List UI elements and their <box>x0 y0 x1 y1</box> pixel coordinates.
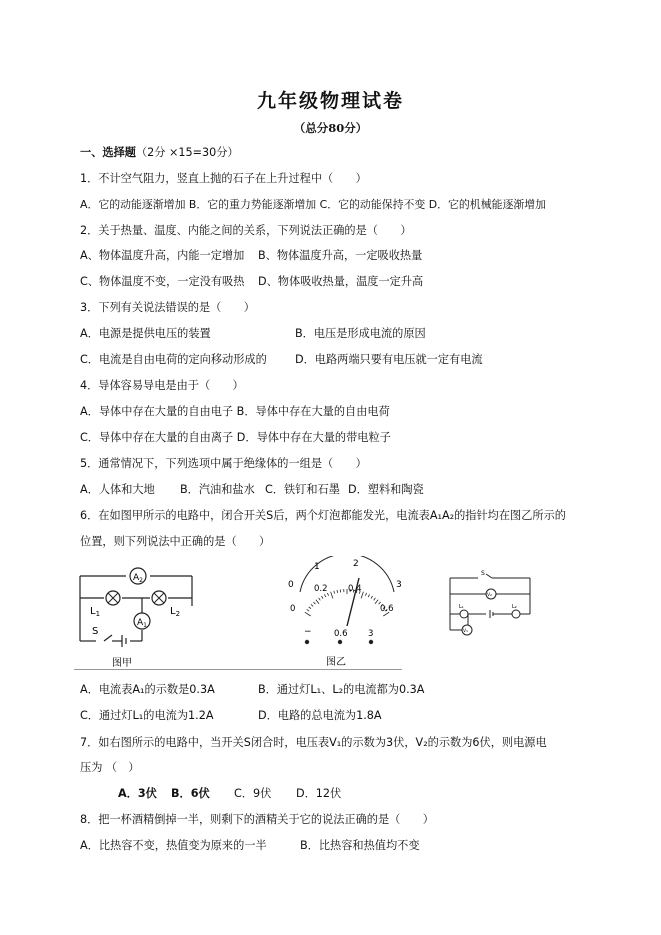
section-heading <box>80 146 239 160</box>
q3-option-row <box>80 353 483 367</box>
figure-divider <box>74 669 402 670</box>
q6-option-c: C．通过灯L₁的电流为1.2A <box>80 709 214 722</box>
q4-options-ab: A．导体中存在大量的自由电子 B．导体中存在大量的自由电荷 <box>80 405 390 418</box>
meter-terminal-dot <box>338 640 342 644</box>
q5-option-row <box>80 483 424 497</box>
meter-terminal-06: 0.6 <box>334 629 348 639</box>
figure-a-circuit <box>74 558 214 670</box>
q2-option-d: D、物体吸收热量，温度一定升高 <box>258 275 424 288</box>
meter-tick <box>307 609 309 611</box>
ammeter-a1-label: $A_1$ <box>137 618 147 629</box>
meter-tick <box>374 598 376 601</box>
q1-stem: 1．不计空气阻力，竖直上抛的石子在上升过程中（ ） <box>80 172 367 185</box>
q7-option-b: B．6伏 <box>171 787 210 800</box>
q2-option-row <box>80 275 424 289</box>
meter-terminal-dot <box>305 640 309 644</box>
figure-c-v2-label: V₂ <box>487 593 492 598</box>
meter-scale-top-3: 3 <box>396 580 402 590</box>
q7-stem-line1: 7．如右图所示的电路中，当开关S闭合时，电压表V₁的示数为3伏，V₂的示数为6伏，则电源电 <box>80 736 547 749</box>
q6-stem-line2: 位置，则下列说法中正确的是（ ） <box>80 535 271 548</box>
q3-option-c: C．电流是自由电荷的定向移动形成的 <box>80 353 267 366</box>
meter-tick <box>319 598 321 601</box>
q7-option-c: C．9伏 <box>234 787 272 800</box>
meter-tick <box>311 604 313 606</box>
q4-stem: 4．导体容易导电是由于（ ） <box>80 379 244 392</box>
lamp-l1-label: $L_1$ <box>90 606 101 618</box>
lamp-l2-icon <box>152 591 166 605</box>
q8-option-a: A．比热容不变，热值变为原来的一半 <box>80 839 267 852</box>
meter-scale-top-0: 0 <box>288 580 294 590</box>
figure-a-caption: 图甲 <box>112 658 132 669</box>
figure-c-switch-label: S <box>481 570 485 577</box>
q7-option-d: D．12伏 <box>296 787 342 800</box>
meter-tick <box>331 592 333 599</box>
q8-option-b: B．比热容和热值均不变 <box>300 839 420 852</box>
meter-scale-top-1: 1 <box>314 562 320 572</box>
q5-option-a: A．人体和大地 <box>80 483 155 496</box>
lamp-l1-icon <box>106 591 120 605</box>
meter-tick <box>305 612 311 616</box>
q6-option-row <box>80 709 382 723</box>
figure-b-caption: 图乙 <box>326 657 346 668</box>
q2-option-row <box>80 249 423 263</box>
ammeter-a2-label: $A_2$ <box>133 573 143 584</box>
q1-options: A．它的动能逐渐增加 B．它的重力势能逐渐增加 C．它的动能保持不变 D．它的机械能逐渐增加 <box>80 198 547 211</box>
q6-option-a: A．电流表A₁的示数是0.3A <box>80 683 215 696</box>
figure-c-circuit <box>446 570 536 640</box>
meter-tick <box>316 600 319 604</box>
meter-scale-bottom-1: 0.2 <box>314 584 328 594</box>
section-title: 一、选择题 <box>80 146 136 159</box>
q5-option-c: C．铁钉和石墨 <box>265 483 340 496</box>
q6-option-b: B．通过灯L₁、L₂的电流都为0.3A <box>258 683 425 696</box>
q3-option-b: B．电压是形成电流的原因 <box>295 327 426 340</box>
meter-terminal-neg: − <box>304 627 312 637</box>
q8-stem: 8．把一杯酒精倒掉一半，则剩下的酒精关于它的说法正确的是（ ） <box>80 813 434 826</box>
q6-stem-line1: 6．在如图甲所示的电路中，闭合开关S后，两个灯泡都能发光，电流表A₁A₂的指针均在图乙所示的 <box>80 509 566 522</box>
q7-option-a: A．3伏 <box>118 787 157 800</box>
q3-option-d: D．电路两端只要有电压就一定有电流 <box>295 353 483 366</box>
q2-option-b: B、物体温度升高，一定吸收热量 <box>258 249 423 262</box>
meter-tick <box>327 593 328 596</box>
figure-c-l1-label: L₁ <box>459 604 464 610</box>
switch-s-label: S <box>92 626 99 637</box>
q3-option-a: A．电源是提供电压的装置 <box>80 327 211 340</box>
lamp-icon <box>460 610 468 618</box>
q3-option-row <box>80 327 426 341</box>
q4-options-cd: C．导体中存在大量的自由离子 D．导体中存在大量的带电粒子 <box>80 431 391 444</box>
q2-stem: 2．关于热量、温度、内能之间的关系，下列说法正确的是（ ） <box>80 224 412 237</box>
meter-tick <box>375 600 378 604</box>
meter-tick <box>322 596 324 599</box>
lamp-l2-label: $L_2$ <box>170 606 181 618</box>
meter-tick <box>337 590 338 593</box>
q5-stem: 5．通常情况下，下列选项中属于绝缘体的一组是（ ） <box>80 457 367 470</box>
meter-terminal-3: 3 <box>368 629 374 639</box>
page-subtitle: （总分80分） <box>293 121 368 135</box>
meter-tick <box>365 593 366 596</box>
meter-scale-bottom-2: 0.4 <box>348 584 362 594</box>
q3-stem: 3．下列有关说法错误的是（ ） <box>80 301 255 314</box>
figure-c-v1-label: V₁ <box>463 629 468 634</box>
q8-option-row <box>80 839 420 853</box>
page-title: 九年级物理试卷 <box>256 90 404 112</box>
meter-tick <box>371 596 373 599</box>
q5-option-d: D．塑料和陶瓷 <box>348 483 424 496</box>
meter-tick <box>368 594 369 597</box>
meter-scale-top-2: 2 <box>353 559 359 569</box>
figure-b-meter <box>282 556 412 668</box>
q6-option-row <box>80 683 425 697</box>
meter-tick <box>313 602 315 604</box>
meter-scale-bottom-3: 0.6 <box>380 604 394 614</box>
q6-option-d: D．电路的总电流为1.8A <box>258 709 382 722</box>
lamp-icon <box>512 610 520 618</box>
q2-option-c: C、物体温度不变，一定没有吸热 <box>80 275 245 288</box>
q2-option-a: A、物体温度升高，内能一定增加 <box>80 249 245 262</box>
meter-tick <box>334 591 335 594</box>
section-score: （2分 ×15=30分） <box>135 146 239 159</box>
meter-scale-bottom-0: 0 <box>290 604 296 614</box>
q7-stem-line2: 压为 （ ） <box>80 761 140 774</box>
meter-tick <box>309 607 311 609</box>
meter-terminal-dot <box>369 640 373 644</box>
meter-tick <box>324 594 325 597</box>
figure-c-l2-label: L₂ <box>512 604 517 610</box>
q7-option-row <box>118 787 342 801</box>
q5-option-b: B．汽油和盐水 <box>180 483 255 496</box>
